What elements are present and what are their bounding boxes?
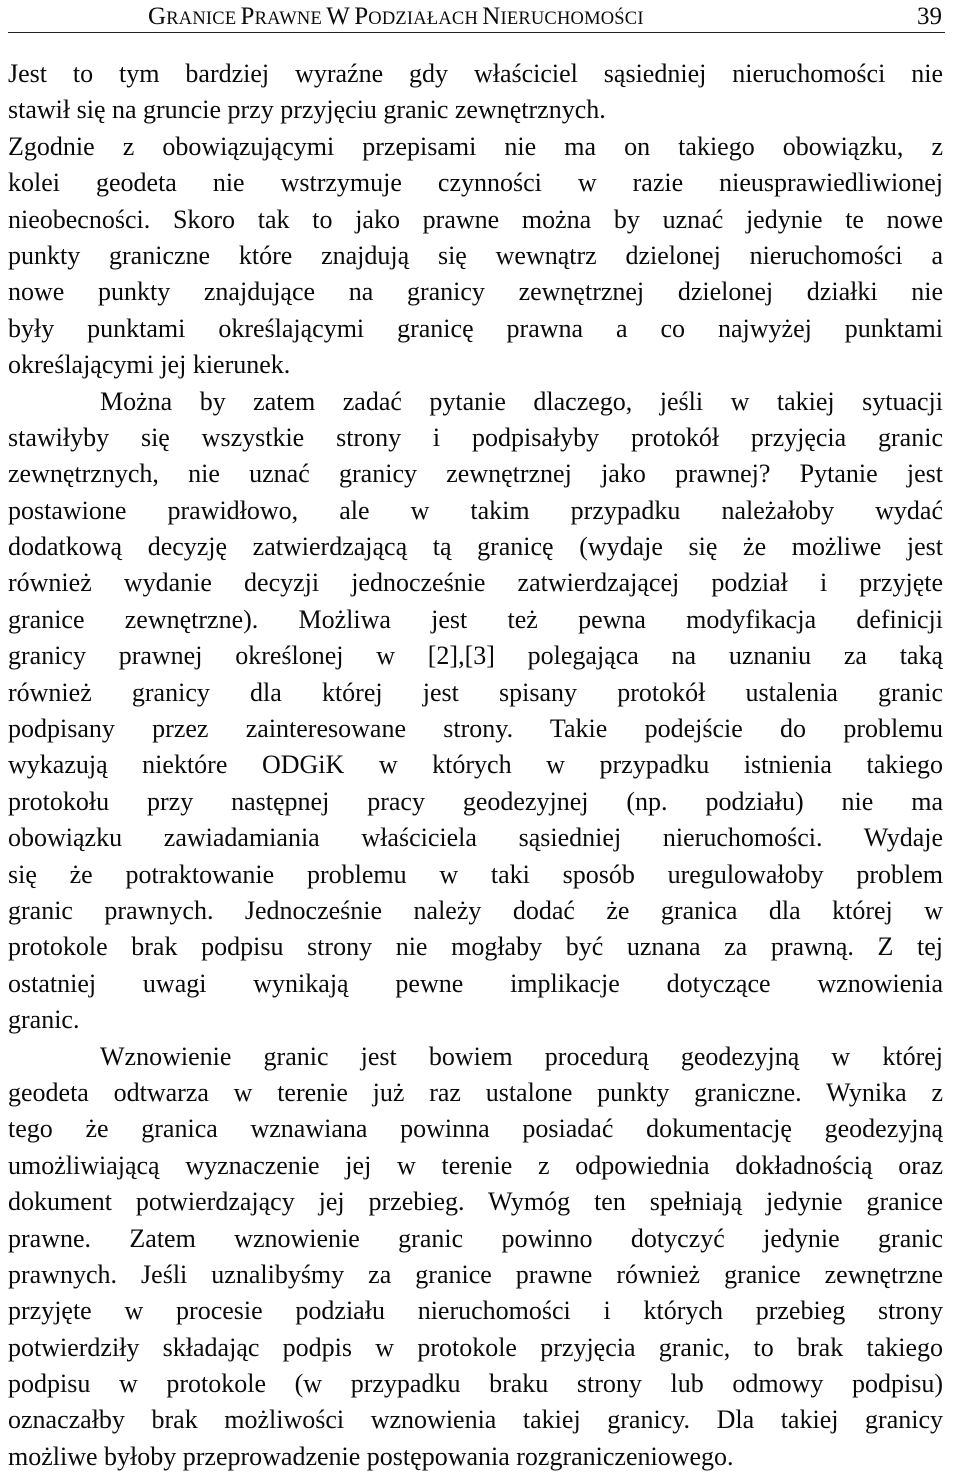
text-line: zewnętrznych, nie uznać granicy zewnętrznej jako prawnej? Pytanie jest [8,459,943,489]
text-line: również granicy dla której jest spisany protokół ustalenia granic [8,677,943,707]
text-line: Wznowienie granic jest bowiem procedurą geodezyjną w której [100,1041,943,1071]
text-line: oznaczałby brak możliwości wznowienia takiej granicy. Dla takiej granicy [8,1405,943,1435]
text-line: stawił się na gruncie przy przyjęciu granic zewnętrznych. [8,95,606,125]
text-line: podpisu w protokole (w przypadku braku strony lub odmowy podpisu) [8,1369,943,1399]
text-line: granicy prawnej określonej w [2],[3] polegająca na uznaniu za taką [8,641,943,671]
text-line: protokole brak podpisu strony nie mogłaby być uznana za prawną. Z tej [8,932,943,962]
text-line: również wydanie decyzji jednocześnie zatwierdzającej podział i przyjęte [8,568,943,598]
text-line: postawione prawidłowo, ale w takim przypadku należałoby wydać [8,495,943,525]
running-header [0,0,960,40]
text-line: protokołu przy następnej pracy geodezyjnej (np. podziału) nie ma [8,786,943,816]
running-title-initial: G [148,3,167,30]
text-line: potwierdziły składając podpis w protokole przyjęcia granic, to brak takiego [8,1332,943,1362]
text-line: przyjęte w procesie podziału nieruchomości i których przebieg strony [8,1296,943,1326]
text-line: tego że granica wznawiana powinna posiadać dokumentację geodezyjną [8,1114,943,1144]
text-line: możliwe byłoby przeprowadzenie postępowania rozgraniczeniowego. [8,1441,734,1471]
running-title-initial: W [326,3,350,30]
text-line: dodatkową decyzję zatwierdzającą tą granicę (wydaje się że możliwe jest [8,532,943,562]
paragraph [8,56,943,384]
text-line: określającymi jej kierunek. [8,350,291,380]
text-line: wykazują niektóre ODGiK w których w przypadku istnienia takiego [8,750,943,780]
body-text [8,56,943,1475]
text-line: Zgodnie z obowiązującymi przepisami nie ma on takiego obowiązku, z [8,131,943,161]
running-title-rest: ODZIAŁACH [368,9,478,29]
header-rule [8,32,945,33]
text-line: się że potraktowanie problemu w taki sposób uregulowałoby problem [8,859,943,889]
text-line: stawiłyby się wszystkie strony i podpisałyby protokół przyjęcia granic [8,422,943,452]
text-line: obowiązku zawiadamiania właściciela sąsiedniej nieruchomości. Wydaje [8,823,943,853]
paragraph [8,1039,943,1476]
text-line: dokument potwierdzający jej przebieg. Wymóg ten spełniają jedynie granice [8,1187,943,1217]
text-line: umożliwiającą wyznaczenie jej w terenie z odpowiednia dokładnością oraz [8,1150,943,1180]
text-line: prawnych. Jeśli uznalibyśmy za granice prawne również granice zewnętrzne [8,1259,943,1289]
paragraph [8,384,943,1039]
running-title-rest: RAWNE [254,9,322,29]
text-line: ostatniej uwagi wynikają pewne implikacje dotyczące wznowienia [8,968,943,998]
running-title-initial: N [482,3,501,30]
text-line: Jest to tym bardziej wyraźne gdy właściciel sąsiedniej nieruchomości nie [8,59,943,88]
text-line: nowe punkty znajdujące na granicy zewnętrznej dzielonej działki nie [8,277,943,307]
text-line: granic. [8,1005,80,1035]
text-line: geodeta odtwarza w terenie już raz ustalone punkty graniczne. Wynika z [8,1077,943,1107]
text-line: Można by zatem zadać pytanie dlaczego, jeśli w takiej sytuacji [100,386,943,416]
text-line: prawne. Zatem wznowienie granic powinno dotyczyć jedynie granic [8,1223,943,1253]
text-line: kolei geodeta nie wstrzymuje czynności w razie nieusprawiedliwionej [8,168,943,198]
page-number: 39 [917,3,942,30]
running-title [148,3,644,34]
text-line: podpisany przez zainteresowane strony. Takie podejście do problemu [8,714,943,744]
text-line: nieobecności. Skoro tak to jako prawne można by uznać jedynie te nowe [8,204,943,234]
running-title-rest: RANICE [166,9,237,29]
text-line: były punktami określającymi granicę prawna a co najwyżej punktami [8,313,943,343]
running-title-initial: P [354,3,369,30]
text-line: granice zewnętrzne). Możliwa jest też pewna modyfikacja definicji [8,604,943,634]
running-title-rest: IERUCHOMOŚCI [500,9,644,29]
text-line: punkty graniczne które znajdują się wewnątrz dzielonej nieruchomości a [8,240,943,270]
text-line: granic prawnych. Jednocześnie należy dodać że granica dla której w [8,895,943,925]
running-title-initial: P [240,3,255,30]
